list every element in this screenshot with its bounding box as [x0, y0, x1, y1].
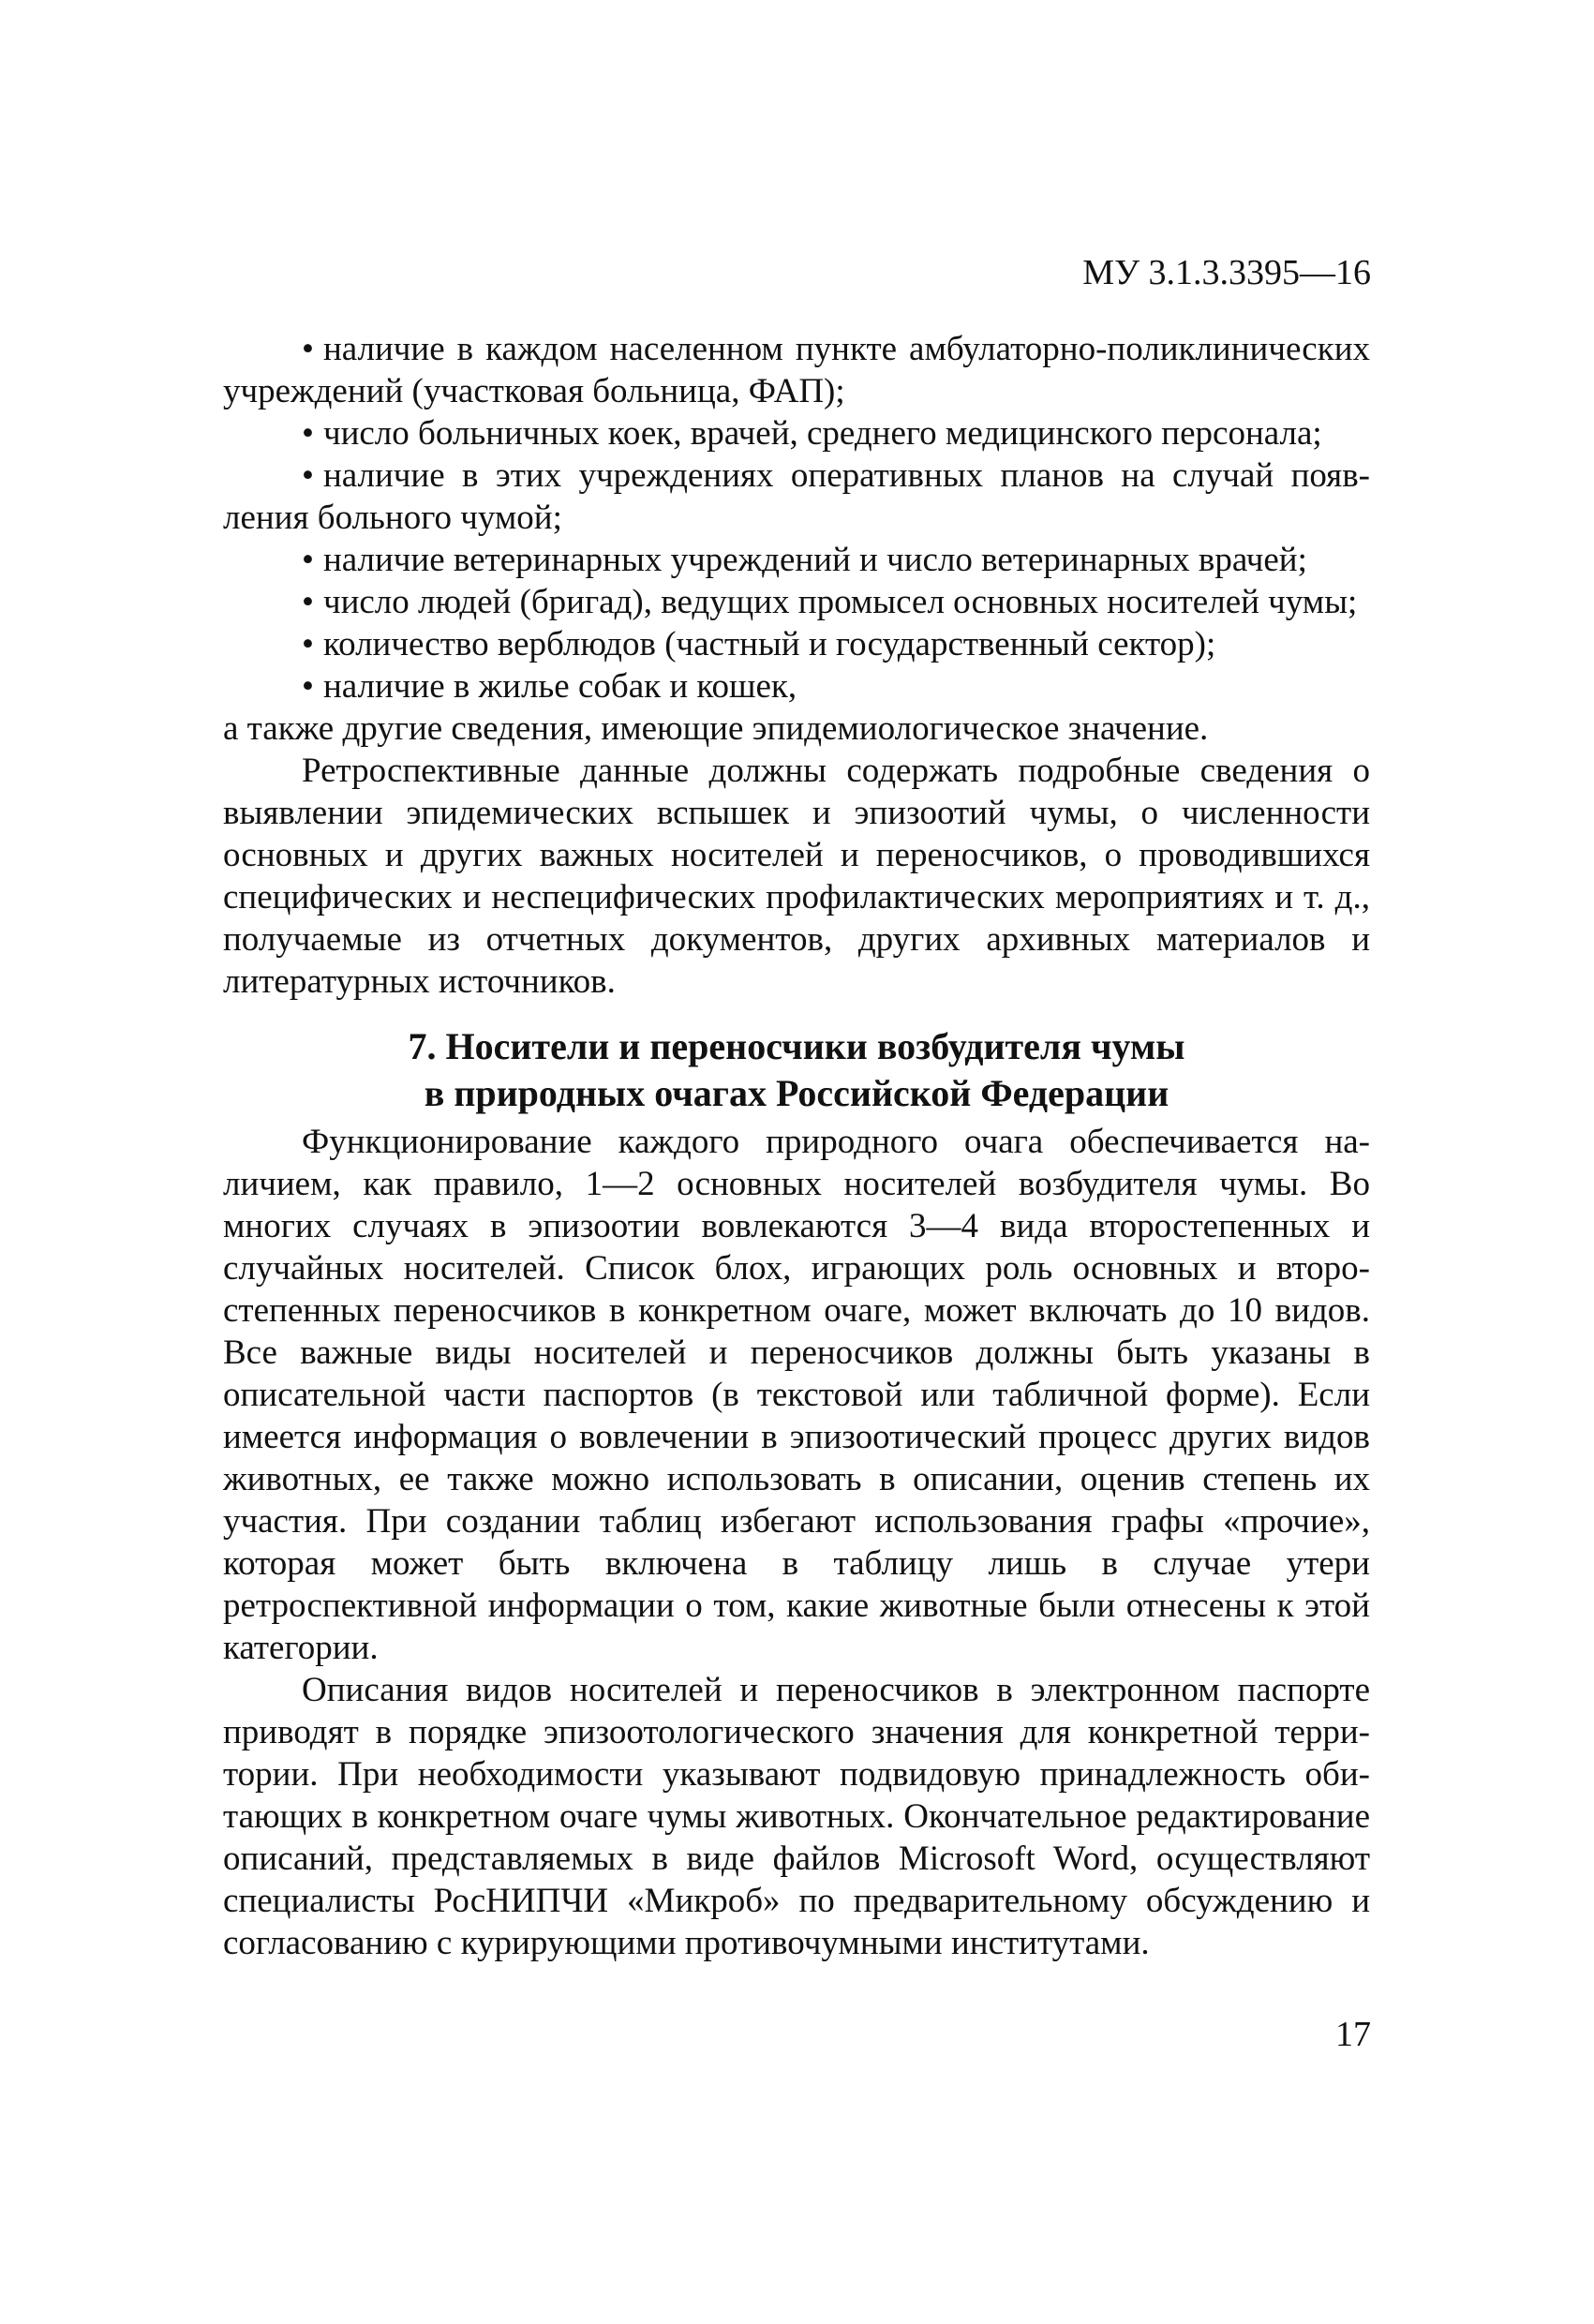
section-heading-line-1: 7. Носители и переносчики возбудителя чумы — [408, 1025, 1185, 1067]
list-item — [223, 454, 1370, 539]
bullet-icon: • — [302, 330, 314, 368]
section-paragraph-2: Описания видов носителей и переносчиков в электронном паспорте приводят в порядке эпизоотологического значения для конкретной территории. При необходимости указывают подвидовую принадлежность обитающих в конкретном очаге чумы животных. Окончательное редактирование описаний, представляемых в виде файлов Microsoft Word, осуществляют специалисты РосНИПЧИ «Микроб» по предварительному обсуждению и согласованию с курирующими противочумными институтами. — [223, 1671, 1370, 1962]
list-item — [223, 412, 1370, 454]
page-content — [223, 328, 1370, 1964]
page-number: 17 — [1335, 2015, 1371, 2054]
list-item — [223, 623, 1370, 665]
section-heading-line-2: в природных очагах Российской Федерации — [424, 1072, 1169, 1114]
bullet-icon: • — [302, 583, 314, 621]
list-item-text: наличие в этих учреждениях оперативных планов на случай появления больного чумой; — [223, 456, 1370, 537]
section-heading — [223, 1023, 1370, 1117]
retrospective-paragraph: Ретроспективные данные должны содержать подробные сведения о выявлении эпидемических вспышек и эпизоотий чумы, о численности основных и других важных носителей и переносчиков, о проводившихся специфических и неспецифических профилактических мероприятиях и т. д., получаемые из отчетных документов, других архивных материалов и литературных источников. — [223, 752, 1370, 1001]
list-item-text: количество верблюдов (частный и государственный сектор); — [322, 625, 1216, 663]
bullet-icon: • — [302, 541, 314, 579]
bullet-icon: • — [302, 414, 314, 453]
bullet-icon: • — [302, 625, 314, 663]
document-code: МУ 3.1.3.3395—16 — [1082, 253, 1371, 292]
list-item — [223, 665, 1370, 708]
list-item-text: наличие в каждом населенном пункте амбулаторно-поликлинических учреждений (участковая больница, ФАП); — [223, 330, 1370, 410]
list-item-text: наличие ветеринарных учреждений и число ветеринарных врачей; — [322, 541, 1307, 579]
list-continuation: а также другие сведения, имеющие эпидемиологическое значение. — [223, 709, 1209, 748]
list-item — [223, 581, 1370, 623]
bullet-icon: • — [302, 667, 314, 706]
list-item-text: число людей (бригад), ведущих промысел основных носителей чумы; — [322, 583, 1358, 621]
list-item-text: число больничных коек, врачей, среднего медицинского персонала; — [322, 414, 1322, 453]
list-item-text: наличие в жилье собак и кошек, — [322, 667, 797, 706]
section-paragraph-1: Функционирование каждого природного очага обеспечивается наличием, как правило, 1—2 основных носителей возбудителя чумы. Во многих случаях в эпизоотии вовлекаются 3—4 вида второстепенных и случайных носителей. Список блох, играющих роль основных и второстепенных переносчиков в конкретном очаге, может включать до 10 видов. Все важные виды носителей и переносчиков должны быть указаны в описательной части паспортов (в текстовой или табличной форме). Если имеется информация о вовлечении в эпизоотический процесс других видов животных, ее также можно использовать в описании, оценив степень их участия. При создании таблиц избегают использования графы «прочие», которая может быть включена в таблицу лишь в случае утери ретроспективной информации о том, какие животные были отнесены к этой категории. — [223, 1123, 1370, 1667]
list-item — [223, 328, 1370, 412]
bullet-icon: • — [302, 456, 314, 495]
list-item — [223, 539, 1370, 581]
